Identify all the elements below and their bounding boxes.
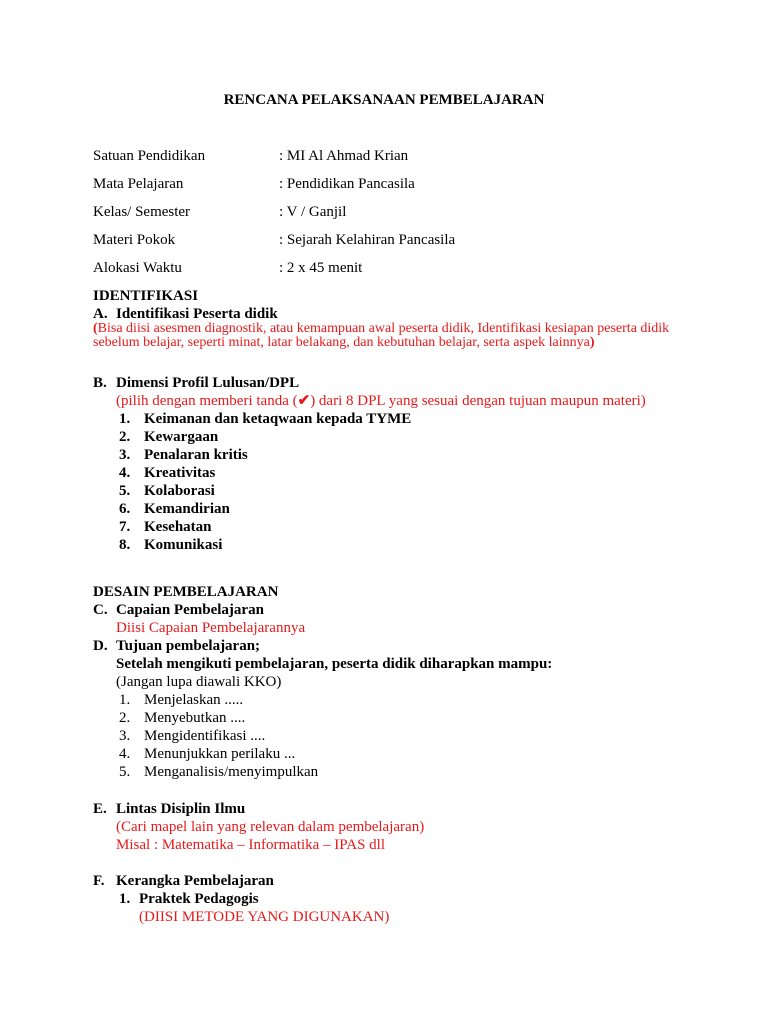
section-e-letter: E. — [93, 801, 107, 817]
section-c-letter: C. — [93, 602, 108, 618]
dpl-item: Keimanan dan ketaqwaan kepada TYME — [144, 411, 412, 427]
tujuan-number: 1. — [119, 692, 131, 708]
info-value-satuan: : MI Al Ahmad Krian — [279, 148, 409, 164]
section-c-title: Capaian Pembelajaran — [116, 602, 264, 618]
dpl-number: 7. — [119, 519, 131, 535]
dpl-item: Kreativitas — [144, 465, 216, 481]
section-a-note-close: ) — [589, 334, 595, 350]
tujuan-number: 3. — [119, 728, 131, 744]
f1-note: (DIISI METODE YANG DIGUNAKAN) — [139, 909, 390, 925]
check-mark-icon: ✔ — [297, 393, 311, 409]
tujuan-item: Menjelaskan ..... — [144, 692, 244, 708]
dpl-item: Kolaborasi — [144, 483, 215, 499]
info-label-mapel: Mata Pelajaran — [93, 176, 184, 192]
info-value-alokasi: : 2 x 45 menit — [279, 260, 363, 276]
dpl-item: Kewargaan — [144, 429, 219, 445]
tujuan-number: 4. — [119, 746, 131, 762]
tujuan-item: Menunjukkan perilaku ... — [144, 746, 296, 762]
section-f-letter: F. — [93, 873, 105, 889]
section-b-note — [116, 392, 646, 410]
info-label-satuan: Satuan Pendidikan — [93, 148, 206, 164]
section-d-note: (Jangan lupa diawali KKO) — [116, 674, 282, 690]
tujuan-item: Mengidentifikasi .... — [144, 728, 266, 744]
info-value-materi: : Sejarah Kelahiran Pancasila — [279, 232, 456, 248]
dpl-number: 4. — [119, 465, 131, 481]
tujuan-item: Menyebutkan .... — [144, 710, 246, 726]
f1-title: Praktek Pedagogis — [139, 891, 259, 907]
document-title: RENCANA PELAKSANAAN PEMBELAJARAN — [223, 92, 545, 108]
section-heading-identifikasi: IDENTIFIKASI — [93, 288, 199, 304]
tujuan-number: 2. — [119, 710, 131, 726]
section-d-title: Tujuan pembelajaran; — [116, 638, 261, 654]
dpl-number: 3. — [119, 447, 131, 463]
section-e-note-2: Misal : Matematika – Informatika – IPAS dll — [116, 837, 385, 853]
section-b-title: Dimensi Profil Lulusan/DPL — [116, 375, 300, 391]
section-a-note-open: ( — [93, 321, 98, 336]
section-c-note: Diisi Capaian Pembelajarannya — [116, 620, 306, 636]
info-label-kelas: Kelas/ Semester — [93, 204, 191, 220]
section-e-title: Lintas Disiplin Ilmu — [116, 801, 246, 817]
dpl-item: Komunikasi — [144, 537, 223, 553]
dpl-number: 6. — [119, 501, 131, 517]
info-value-mapel: : Pendidikan Pancasila — [279, 176, 415, 192]
section-f-title: Kerangka Pembelajaran — [116, 873, 274, 889]
dpl-number: 8. — [119, 537, 131, 553]
section-d-subtitle: Setelah mengikuti pembelajaran, peserta didik diharapkan mampu: — [116, 656, 553, 672]
section-a-note-text: Bisa diisi asesmen diagnostik, atau kemampuan awal peserta didik, Identifikasi kesiapan peserta didik sebelum belajar, seperti minat, latar belakang, dan kebutuhan belajar, serta aspek lainnya — [93, 321, 670, 350]
section-heading-desain: DESAIN PEMBELAJARAN — [93, 584, 279, 600]
section-e-note-1: (Cari mapel lain yang relevan dalam pembelajaran) — [116, 819, 425, 835]
info-value-kelas: : V / Ganjil — [279, 204, 347, 220]
dpl-item: Kesehatan — [144, 519, 212, 535]
section-b-note-before: (pilih dengan memberi tanda ( — [116, 393, 298, 409]
info-label-materi: Materi Pokok — [93, 232, 176, 248]
dpl-item: Kemandirian — [144, 501, 230, 517]
dpl-number: 5. — [119, 483, 131, 499]
section-a-note — [93, 322, 683, 349]
section-a-letter: A. — [93, 306, 108, 322]
dpl-number: 1. — [119, 411, 131, 427]
tujuan-number: 5. — [119, 764, 131, 780]
section-b-letter: B. — [93, 375, 107, 391]
section-a-title: Identifikasi Peserta didik — [116, 306, 278, 322]
tujuan-item: Menganalisis/menyimpulkan — [144, 764, 319, 780]
dpl-number: 2. — [119, 429, 131, 445]
f1-number: 1. — [119, 891, 131, 907]
info-label-alokasi: Alokasi Waktu — [93, 260, 182, 276]
section-b-note-after: ) dari 8 DPL yang sesuai dengan tujuan maupun materi) — [310, 393, 646, 409]
section-d-letter: D. — [93, 638, 108, 654]
dpl-item: Penalaran kritis — [144, 447, 248, 463]
